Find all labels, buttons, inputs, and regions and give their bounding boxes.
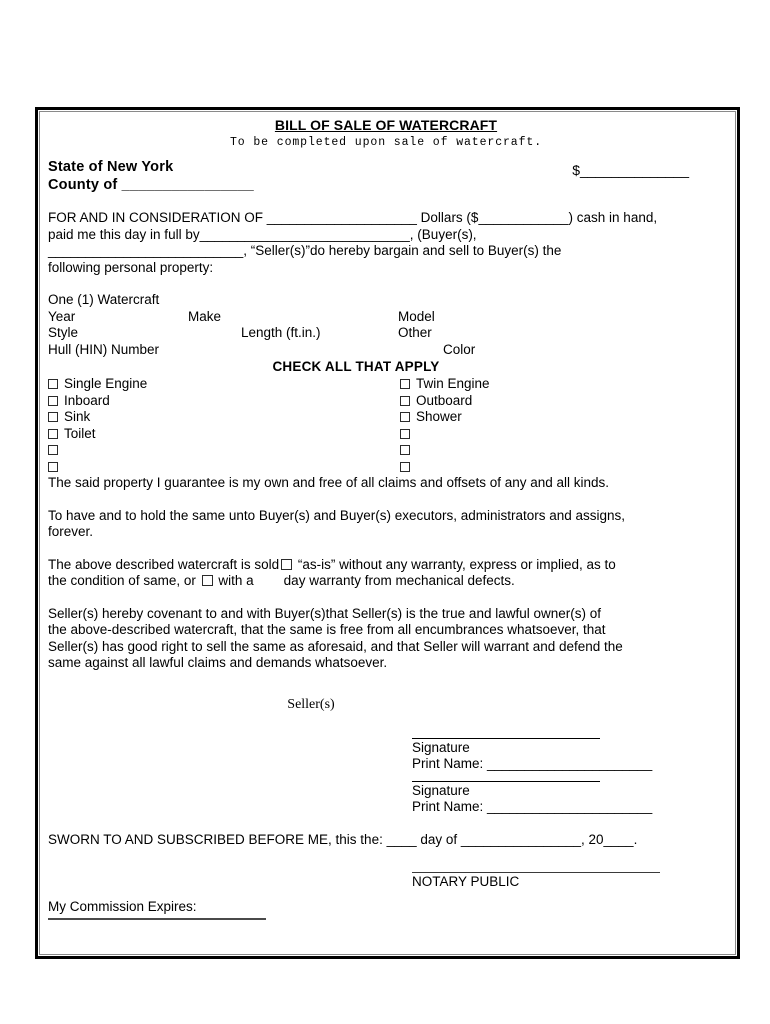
checkbox-blank[interactable] <box>400 459 416 476</box>
habendum-clause-line-2: forever. <box>48 524 94 539</box>
consideration-line-1[interactable]: FOR AND IN CONSIDERATION OF ____________________ Dollars ($____________) cash in hand, <box>48 210 658 225</box>
commission-expires-rule[interactable] <box>48 918 266 920</box>
spacer <box>48 848 724 864</box>
label-make: Make <box>188 308 222 324</box>
checkbox-icon[interactable] <box>400 412 410 422</box>
state-label: State of New York <box>48 159 174 175</box>
signature-rule[interactable] <box>412 781 600 782</box>
label-style: Style <box>48 325 79 340</box>
watercraft-row-hull <box>48 342 724 359</box>
checkbox-blank[interactable] <box>400 426 416 443</box>
checkbox-icon[interactable] <box>400 396 410 406</box>
consideration-line-3[interactable]: __________________________, “Seller(s)”do hereby bargain and sell to Buyer(s) the <box>48 243 562 258</box>
checkbox-inboard[interactable] <box>48 393 110 410</box>
as-is-text-after: “as-is” without any warranty, express or implied, as to <box>297 556 616 572</box>
spacer <box>48 891 724 899</box>
checkbox-icon[interactable] <box>400 462 410 472</box>
spacer <box>48 730 724 738</box>
checkbox-as-is-icon[interactable] <box>281 559 292 570</box>
checkbox-row <box>48 459 724 476</box>
document-title: BILL OF SALE OF WATERCRAFT <box>274 117 498 133</box>
warranty-text-after: day warranty from mechanical defects. <box>283 573 515 588</box>
check-all-that-apply-heading: CHECK ALL THAT APPLY <box>272 359 440 374</box>
consideration-line-4: following personal property: <box>48 259 214 275</box>
checkbox-single-engine[interactable] <box>48 376 147 393</box>
commission-expires-label: My Commission Expires: <box>48 898 197 914</box>
signature-block-1 <box>412 738 724 773</box>
checkbox-label: Inboard <box>64 392 110 408</box>
checkbox-row <box>48 442 724 459</box>
covenant-clause-line-2: the above-described watercraft, that the same is free from all encumbrances whatsoever, that <box>48 622 606 637</box>
signature-label: Signature <box>412 782 470 798</box>
label-other: Other <box>398 325 432 340</box>
as-is-clause-line-2 <box>48 573 724 590</box>
spacer <box>48 672 724 688</box>
state-county-row <box>48 158 724 194</box>
warranty-text-before: the condition of same, or <box>48 573 196 588</box>
county-field[interactable]: County of ________________ <box>48 177 254 193</box>
form-content <box>38 110 737 956</box>
checkbox-icon[interactable] <box>400 379 410 389</box>
habendum-clause-line-1: To have and to hold the same unto Buyer(s) and Buyer(s) executors, administrators and assigns, <box>48 507 626 523</box>
covenant-clause-line-1: Seller(s) hereby covenant to and with Buyer(s)that Seller(s) is the true and lawful owner(s) of <box>48 605 601 621</box>
checkbox-icon[interactable] <box>48 429 58 439</box>
spacer <box>48 816 724 832</box>
checkbox-shower[interactable] <box>400 409 462 426</box>
print-name-field[interactable]: Print Name: ______________________ <box>412 756 653 771</box>
form-border-frame <box>35 107 740 959</box>
checkbox-row <box>48 426 724 443</box>
spacer <box>48 492 724 508</box>
spacer <box>48 864 724 872</box>
spacer <box>48 714 724 730</box>
checkbox-outboard[interactable] <box>400 393 472 410</box>
signature-rule[interactable] <box>412 738 600 739</box>
watercraft-heading: One (1) Watercraft <box>48 292 160 307</box>
checkbox-blank[interactable] <box>48 459 64 476</box>
sworn-statement[interactable]: SWORN TO AND SUBSCRIBED BEFORE ME, this the: ____ day of ________________, 20____. <box>48 831 638 847</box>
as-is-text-before: The above described watercraft is sold <box>48 556 280 572</box>
covenant-clause-line-3: Seller(s) has good right to sell the same as aforesaid, and that Seller will warrant and defend the <box>48 638 623 654</box>
checkbox-twin-engine[interactable] <box>400 376 490 393</box>
checkbox-label: Twin Engine <box>416 376 490 391</box>
print-name-field[interactable]: Print Name: ______________________ <box>412 799 653 814</box>
checkbox-icon[interactable] <box>48 396 58 406</box>
checkbox-sink[interactable] <box>48 409 90 426</box>
label-hull-number: Hull (HIN) Number <box>48 341 160 357</box>
spacer <box>48 688 724 696</box>
checkbox-row <box>48 409 724 426</box>
signature-block-2 <box>412 781 724 816</box>
checkbox-label: Outboard <box>416 392 473 408</box>
checkbox-toilet[interactable] <box>48 426 96 443</box>
spacer <box>48 773 724 781</box>
label-color: Color <box>443 341 476 357</box>
document-subtitle: To be completed upon sale of watercraft. <box>229 136 543 149</box>
spacer <box>48 590 724 606</box>
amount-field[interactable]: $______________ <box>572 162 689 178</box>
checkbox-icon[interactable] <box>48 412 58 422</box>
notary-signature-rule[interactable] <box>412 872 660 873</box>
checkbox-grid <box>48 376 724 475</box>
checkbox-icon[interactable] <box>48 462 58 472</box>
checkbox-label: Shower <box>416 409 462 424</box>
checkbox-label: Sink <box>64 409 91 424</box>
checkbox-with-warranty-icon[interactable] <box>202 575 213 586</box>
spacer <box>48 276 724 292</box>
checkbox-icon[interactable] <box>48 379 58 389</box>
covenant-clause-line-4: same against all lawful claims and demands whatsoever. <box>48 655 388 670</box>
checkbox-blank[interactable] <box>48 442 64 459</box>
checkbox-icon[interactable] <box>400 429 410 439</box>
spacer <box>48 541 724 557</box>
checkbox-label: Single Engine <box>64 376 148 391</box>
label-length: Length (ft.in.) <box>241 325 321 340</box>
checkbox-row <box>48 393 724 410</box>
checkbox-label: Toilet <box>64 425 96 441</box>
label-year: Year <box>48 308 76 324</box>
checkbox-row <box>48 376 724 393</box>
checkbox-icon[interactable] <box>48 445 58 455</box>
spacer <box>48 194 724 210</box>
notary-signature-block <box>412 872 724 891</box>
notary-public-label: NOTARY PUBLIC <box>412 874 520 889</box>
label-model: Model <box>398 308 435 324</box>
sellers-heading: Seller(s) <box>287 696 335 712</box>
checkbox-blank[interactable] <box>400 442 416 459</box>
as-is-clause-line-1 <box>48 557 724 574</box>
watercraft-row-year <box>48 309 724 326</box>
signature-label: Signature <box>412 739 470 755</box>
checkbox-icon[interactable] <box>400 445 410 455</box>
consideration-line-2[interactable]: paid me this day in full by____________________________, (Buyer(s), <box>48 226 477 242</box>
guarantee-clause: The said property I guarantee is my own and free of all claims and offsets of any and all kinds. <box>48 475 610 490</box>
watercraft-row-style <box>48 325 724 342</box>
warranty-text-mid: with a <box>218 573 254 588</box>
